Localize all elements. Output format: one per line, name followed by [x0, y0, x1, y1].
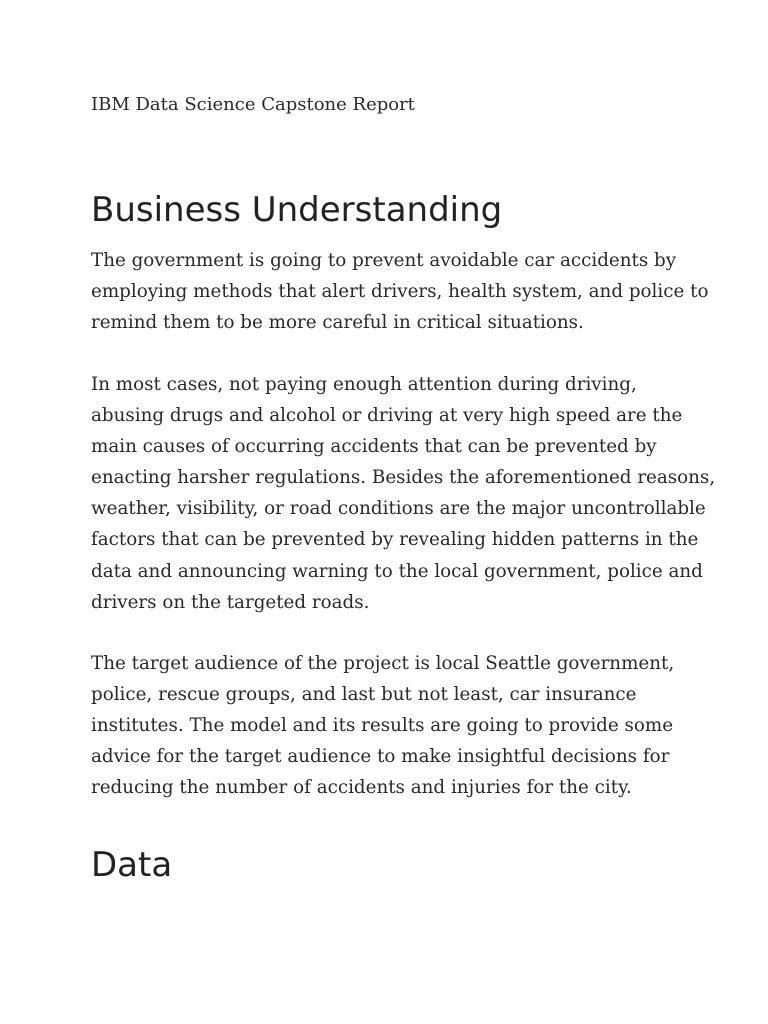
section-heading-data: Data [91, 845, 173, 885]
paragraph-line: police, rescue groups, and last but not least, car insurance [91, 684, 637, 706]
paragraph-line: data and announcing warning to the local government, police and [91, 560, 703, 582]
paragraph-line: The target audience of the project is local Seattle government, [91, 653, 675, 674]
paragraph-line: factors that can be prevented by revealing hidden patterns in the [91, 529, 699, 551]
paragraph-line: enacting harsher regulations. Besides the aforementioned reasons, [91, 467, 716, 489]
paragraph-line: advice for the target audience to make insightful decisions for [91, 746, 670, 768]
section-heading-business-understanding: Business Understanding [91, 190, 503, 230]
paragraph-line: abusing drugs and alcohol or driving at very high speed are the [91, 405, 683, 427]
paragraph-line: employing methods that alert drivers, health system, and police to [91, 281, 709, 303]
paragraph-3 [91, 648, 691, 803]
paragraph-line: remind them to be more careful in critical situations. [91, 312, 584, 334]
document-title: IBM Data Science Capstone Report [91, 94, 415, 115]
paragraph-line: In most cases, not paying enough attention during driving, [91, 374, 637, 395]
paragraph-1 [91, 245, 709, 338]
paragraph-line: weather, visibility, or road conditions are the major uncontrollable [91, 498, 706, 520]
paragraph-2 [91, 369, 716, 618]
paragraph-line: The government is going to prevent avoidable car accidents by [91, 250, 677, 271]
paragraph-line: institutes. The model and its results are going to provide some [91, 715, 674, 737]
paragraph-line: reducing the number of accidents and injuries for the city. [91, 777, 632, 799]
paragraph-line: drivers on the targeted roads. [91, 591, 370, 613]
paragraph-line: main causes of occurring accidents that can be prevented by [91, 436, 657, 458]
